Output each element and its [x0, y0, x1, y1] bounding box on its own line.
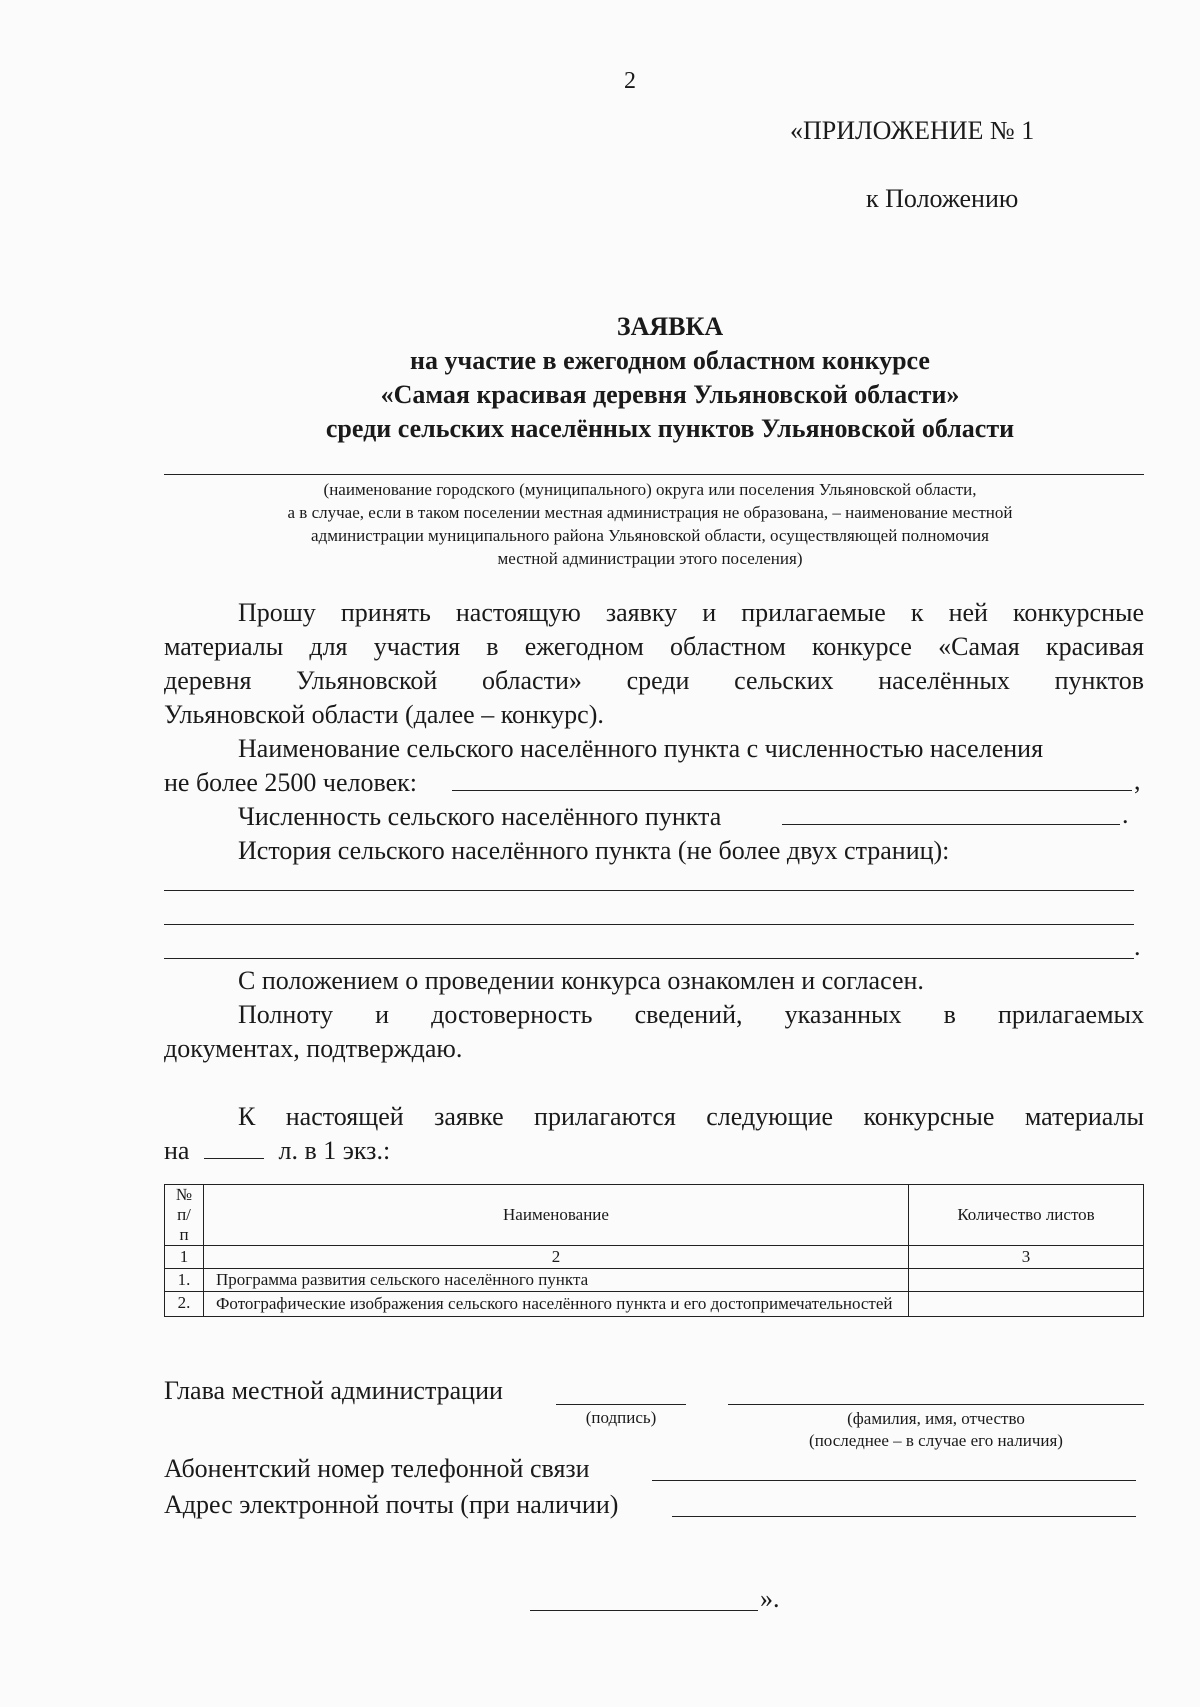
- header-name: Наименование: [204, 1185, 909, 1246]
- caption-line: местной администрации этого поселения): [497, 549, 803, 568]
- attach-suffix: л. в 1 экз.:: [278, 1136, 391, 1165]
- name-caption: [728, 1408, 1144, 1452]
- settlement-name-label-2: не более 2500 человек:: [164, 768, 418, 797]
- attachments-table: [164, 1184, 1144, 1317]
- page-number: 2: [624, 68, 636, 94]
- request-line: Ульяновской области (далее – конкурс).: [164, 700, 604, 729]
- name-caption-line: (фамилия, имя, отчество: [847, 1409, 1025, 1428]
- settlement-name-label: Наименование сельского населённого пункта с численностью населения: [238, 734, 1044, 763]
- head-label: Глава местной администрации: [164, 1376, 503, 1405]
- annex-title: «ПРИЛОЖЕНИЕ № 1: [790, 116, 1035, 145]
- attachments-count-line: [164, 1134, 1144, 1168]
- title-line-4: среди сельских населённых пунктов Ульяновской области: [325, 414, 1015, 443]
- phone-label: Абонентский номер телефонной связи: [164, 1454, 590, 1483]
- title-line-2: на участие в ежегодном областном конкурсе: [410, 346, 930, 375]
- row-sheets[interactable]: [909, 1292, 1144, 1317]
- population-label: Численность сельского населённого пункта: [238, 802, 722, 831]
- table-cell: 1: [165, 1246, 204, 1269]
- title-line-1: ЗАЯВКА: [616, 312, 724, 341]
- table-row: [165, 1269, 1144, 1292]
- confirmation-line: Полноту и достоверность сведений, указанных в прилагаемых: [238, 1000, 1144, 1029]
- row-name: Фотографические изображения сельского населённого пункта и его достопримечательностей: [204, 1292, 909, 1317]
- comma-mark: ,: [1134, 766, 1141, 795]
- municipality-name-line[interactable]: [164, 474, 1144, 475]
- period-mark: .: [1134, 932, 1141, 961]
- signature-field[interactable]: [556, 1404, 686, 1405]
- request-line: Прошу принять настоящую заявку и прилагаемые к ней конкурсные: [238, 598, 1144, 627]
- full-name-field[interactable]: [728, 1404, 1144, 1405]
- history-label: История сельского населённого пункта (не более двух страниц):: [238, 836, 950, 865]
- table-row: [165, 1292, 1144, 1317]
- agreement-statement: С положением о проведении конкурса ознакомлен и согласен.: [238, 966, 924, 995]
- row-num: 2.: [165, 1292, 204, 1317]
- email-field[interactable]: [672, 1516, 1136, 1517]
- attach-prefix: на: [164, 1136, 190, 1165]
- title-line-3: «Самая красивая деревня Ульяновской области»: [380, 380, 960, 409]
- row-name: Программа развития сельского населённого пункта: [204, 1269, 909, 1292]
- settlement-name-field[interactable]: [452, 790, 1132, 791]
- row-num: 1.: [165, 1269, 204, 1292]
- name-caption-line: (последнее – в случае его наличия): [809, 1431, 1063, 1450]
- table-cell: 3: [909, 1246, 1144, 1269]
- closing-line[interactable]: [530, 1610, 758, 1611]
- history-field-line[interactable]: [164, 958, 1134, 959]
- application-title: [200, 310, 1140, 446]
- attachments-intro: К настоящей заявке прилагаются следующие конкурсные материалы: [238, 1102, 1144, 1131]
- header-sheets: Количество листов: [909, 1185, 1144, 1246]
- municipality-caption: [190, 478, 1110, 570]
- period-mark: .: [1122, 800, 1129, 829]
- caption-line: а в случае, если в таком поселении местная администрация не образована, – наименование местной: [287, 503, 1013, 522]
- closing-quote: ».: [760, 1584, 780, 1613]
- row-sheets[interactable]: [909, 1269, 1144, 1292]
- caption-line: администрации муниципального района Ульяновской области, осуществляющей полномочия: [311, 526, 989, 545]
- table-index-row: [165, 1246, 1144, 1269]
- table-header-row: [165, 1185, 1144, 1246]
- annex-reference: к Положению: [866, 184, 1019, 213]
- history-field-line[interactable]: [164, 890, 1134, 891]
- caption-line: (наименование городского (муниципального) округа или поселения Ульяновской области,: [323, 480, 977, 499]
- signature-caption: (подпись): [585, 1408, 657, 1427]
- request-line: деревня Ульяновской области» среди сельских населённых пунктов: [164, 666, 1144, 695]
- phone-field[interactable]: [652, 1480, 1136, 1481]
- sheet-count-field[interactable]: [204, 1134, 264, 1159]
- request-line: материалы для участия в ежегодном областном конкурсе «Самая красивая: [164, 632, 1144, 661]
- table-cell: 2: [204, 1246, 909, 1269]
- email-label: Адрес электронной почты (при наличии): [164, 1490, 619, 1519]
- header-num: № п/п: [165, 1185, 204, 1246]
- history-field-line[interactable]: [164, 924, 1134, 925]
- population-field[interactable]: [782, 824, 1120, 825]
- confirmation-line-2: документах, подтверждаю.: [164, 1034, 463, 1063]
